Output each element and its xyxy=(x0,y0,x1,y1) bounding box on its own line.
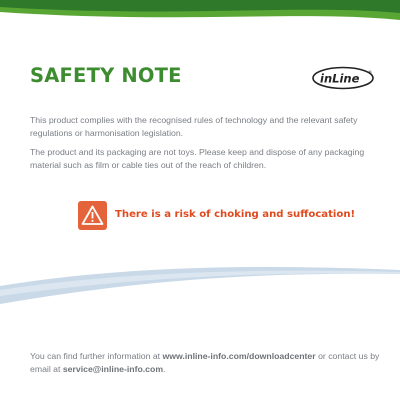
inline-logo xyxy=(311,65,375,91)
contact-info xyxy=(30,350,380,376)
footer-middle: or contact us by email at xyxy=(30,351,380,374)
decorative-blue-wave xyxy=(0,262,400,304)
packaging-paragraph: The product and its packaging are not toys. Please keep and dispose of any packaging material such as film or cable ties out of the reach of children. xyxy=(30,147,365,170)
warning-message: There is a risk of choking and suffocation! xyxy=(115,209,356,220)
support-email-link[interactable]: service@inline-info.com xyxy=(62,364,164,374)
top-green-wave xyxy=(0,0,400,30)
download-center-link[interactable]: www.inline-info.com/downloadcenter xyxy=(162,351,316,361)
footer-suffix: . xyxy=(163,364,166,374)
page-title: SAFETY NOTE xyxy=(30,64,182,87)
compliance-paragraph: This product complies with the recognised rules of technology and the relevant safety regulations or harmonisation legislation. xyxy=(30,115,358,138)
svg-text:inLine: inLine xyxy=(320,71,360,86)
footer-prefix: You can find further information at xyxy=(30,351,163,361)
svg-text:®: ® xyxy=(368,70,372,75)
warning-triangle-icon xyxy=(78,201,107,230)
